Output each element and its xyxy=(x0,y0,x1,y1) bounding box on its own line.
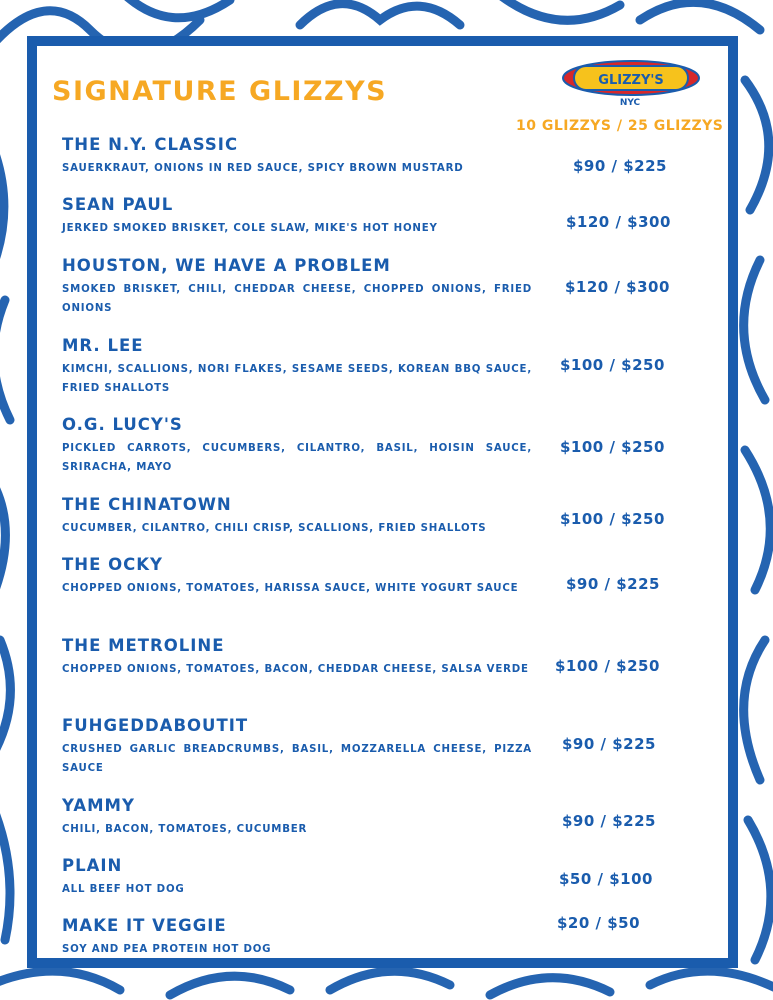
item-price: $90 / $225 xyxy=(562,735,656,753)
item-price: $100 / $250 xyxy=(560,438,665,456)
item-name: THE N.Y. CLASSIC xyxy=(62,135,239,154)
logo-text: GLIZZY'S xyxy=(598,73,664,88)
logo-subtitle: NYC xyxy=(619,98,641,108)
item-description: KIMCHI, SCALLIONS, NORI FLAKES, SESAME SEEDS, KOREAN BBQ SAUCE, FRIED SHALLOTS xyxy=(62,364,532,394)
item-name: FUHGEDDABOUTIT xyxy=(62,716,249,735)
item-description: SMOKED BRISKET, CHILI, CHEDDAR CHEESE, CHOPPED ONIONS, FRIED ONIONS xyxy=(62,284,532,314)
item-description: CRUSHED GARLIC BREADCRUMBS, BASIL, MOZZARELLA CHEESE, PIZZA SAUCE xyxy=(62,744,532,774)
item-price: $90 / $225 xyxy=(566,575,660,593)
item-price: $100 / $250 xyxy=(560,356,665,374)
item-name: SEAN PAUL xyxy=(62,195,174,214)
item-name: YAMMY xyxy=(62,796,135,815)
item-name: PLAIN xyxy=(62,856,123,875)
item-name: HOUSTON, WE HAVE A PROBLEM xyxy=(62,256,391,275)
item-price: $100 / $250 xyxy=(555,657,660,675)
item-description: SAUERKRAUT, ONIONS IN RED SAUCE, SPICY BROWN MUSTARD xyxy=(62,163,464,174)
item-description: ALL BEEF HOT DOG xyxy=(62,884,185,895)
item-name: THE METROLINE xyxy=(62,636,225,655)
item-description: CHOPPED ONIONS, TOMATOES, HARISSA SAUCE, WHITE YOGURT SAUCE xyxy=(62,583,519,594)
item-name: O.G. LUCY'S xyxy=(62,415,183,434)
item-description: CHILI, BACON, TOMATOES, CUCUMBER xyxy=(62,824,308,835)
item-price: $50 / $100 xyxy=(559,870,653,888)
item-name: THE CHINATOWN xyxy=(62,495,232,514)
item-description: CHOPPED ONIONS, TOMATOES, BACON, CHEDDAR CHEESE, SALSA VERDE xyxy=(62,664,529,675)
item-price: $120 / $300 xyxy=(565,278,670,296)
price-column-header: 10 GLIZZYS / 25 GLIZZYS xyxy=(516,118,724,134)
item-name: MAKE IT VEGGIE xyxy=(62,916,227,935)
item-description: CUCUMBER, CILANTRO, CHILI CRISP, SCALLIONS, FRIED SHALLOTS xyxy=(62,523,487,534)
item-price: $90 / $225 xyxy=(573,157,667,175)
item-price: $90 / $225 xyxy=(562,812,656,830)
item-description: SOY AND PEA PROTEIN HOT DOG xyxy=(62,944,272,955)
item-description: JERKED SMOKED BRISKET, COLE SLAW, MIKE'S HOT HONEY xyxy=(62,223,438,234)
item-name: MR. LEE xyxy=(62,336,144,355)
item-description: PICKLED CARROTS, CUCUMBERS, CILANTRO, BASIL, HOISIN SAUCE, SRIRACHA, MAYO xyxy=(62,443,532,473)
item-name: THE OCKY xyxy=(62,555,163,574)
item-price: $120 / $300 xyxy=(566,213,671,231)
item-price: $100 / $250 xyxy=(560,510,665,528)
item-price: $20 / $50 xyxy=(557,914,641,932)
menu-title: SIGNATURE GLIZZYS xyxy=(52,76,388,107)
